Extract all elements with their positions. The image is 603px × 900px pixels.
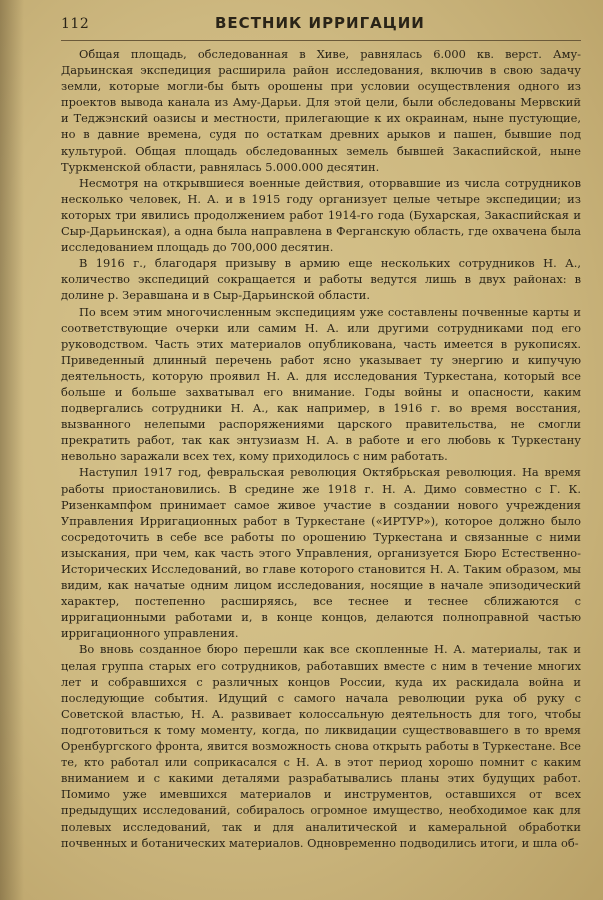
paragraph: Несмотря на открывшиеся военные действия, оторвавшие из числа сотрудников несколько человек, Н. А. и в 1915 году организует целые четыре экспедиции; из которых три явились продолжением работ 1914-го года (Бухарская, Закаспийская и Сыр-Дарьинская), а одна была направлена в Ферганскую область, где охвачена была исследованием площадь до 700,000 десятин. xyxy=(61,175,581,255)
running-header xyxy=(61,14,581,41)
paragraph: Наступил 1917 год, февральская революция Октябрьская революция. На время работы приостановились. В средине же 1918 г. Н. А. Димо совместно с Г. К. Ризенкампфом принимает самое живое участие в создании нового учреждения Управления Ирригационных работ в Туркестане («ИРТУР»), которое должно было сосредоточить в себе все работы по орошению Туркестана и связанные с ними изыскания, при чем, как часть этого Управления, организуется Бюро Естественно-Исторических Исследований, во главе которого становится Н. А. Таким образом, мы видим, как начатые одним лицом исследования, носящие в начале эпизодический характер, постепенно расширяясь, все теснее и теснее сближаются с ирригационными работами и, в конце концов, делаются полноправной частью ирригационного управления. xyxy=(61,465,581,641)
page-number: 112 xyxy=(61,16,90,32)
body-text xyxy=(61,46,581,851)
journal-title: ВЕСТНИК ИРРИГАЦИИ xyxy=(215,14,425,32)
paragraph: Общая площадь, обследованная в Хиве, равнялась 6.000 кв. верст. Аму-Дарьинская экспедиция расширила район исследования, включив в свою задачу земли, которые могли-бы быть орошены при условии осуществления одного из проектов вывода канала из Аму-Дарьи. Для этой цели, были обследованы Мервский и Теджэнский оазисы и местности, прилегающие к их окраинам, ныне пустующие, но в давние времена, судя по остаткам древних арыков и пашен, бывшие под культурой. Общая площадь обследованных земель бывшей Закаспийской, ныне Туркменской области, равнялась 5.000.000 десятин. xyxy=(61,47,581,174)
paragraph: По всем этим многочисленным экспедициям уже составлены почвенные карты и соответствующие очерки или самим Н. А. или другими сотрудниками под его руководством. Часть этих материалов опубликована, часть имеется в рукописях. Приведенный длинный перечень работ ясно указывает ту энергию и кипучую деятельность, которую проявил Н. А. для исследования Туркестана, который все больше и больше захватывал его внимание. Годы войны и опасности, каким подвергались сотрудники Н. А., как например, в 1916 г. во время восстания, вызванного нелепыми распоряжениями царского правительства, не смогли прекратить работ, так как энтузиазм Н. А. в работе и его любовь к Туркестану невольно заражали всех тех, кому приходилось с ним работать. xyxy=(61,304,581,464)
paragraph: В 1916 г., благодаря призыву в армию еще нескольких сотрудников Н. А., количество экспедиций сокращается и работы ведутся лишь в двух районах: в долине р. Зеравшана и в Сыр-Дарьинской области. xyxy=(61,256,581,303)
paragraph: Во вновь созданное бюро перешли как все скопленные Н. А. материалы, так и целая группа старых его сотрудников, работавших вместе с ним в течение многих лет и собравшихся с различных концов России, куда их раскидала война и последующие события. Идущий с самого начала революции рука об руку с Советской властью, Н. А. развивает колоссальную деятельность для того, чтобы подготовиться к тому моменту, когда, по ликвидации существовавшего в то время Оренбургского фронта, явится возможность снова открыть работы в Туркестане. Все те, кто работал или соприкасался с Н. А. в этот период хорошо помнит с каким вниманием и с какими деталями разрабатывались планы этих будущих работ. Помимо уже имевшихся материалов и инструментов, оставшихся от всех предыдущих исследований, собиралось огромное имущество, необходимое как для полевых исследований, так и для аналитической и камеральной обработки почвенных и ботанических материалов. Одновременно подводились итоги, и шла об- xyxy=(61,642,581,850)
